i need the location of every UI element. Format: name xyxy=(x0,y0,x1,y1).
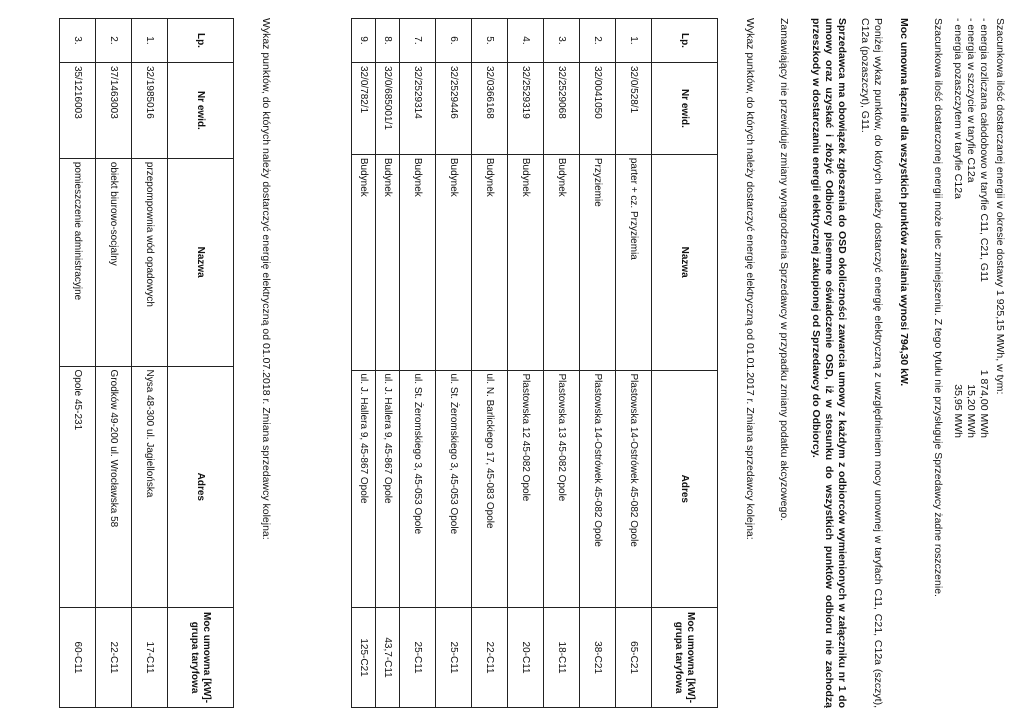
col-nazwa: Nazwa xyxy=(168,158,234,366)
col-lp: Lp. xyxy=(652,19,718,63)
col-nr: Nr ewid. xyxy=(652,62,718,154)
table-row: 1. 32/1985016 przepompownia wód opadowych Nysa 48-300 ul. Jagiellońska 17-C11 xyxy=(132,19,168,708)
col-moc: Moc umowna [kW]-grupa taryfowa xyxy=(652,608,718,708)
table-row: 3. 32/2529068 Budynek Plastowska 13 45-082 Opole 18-C11 xyxy=(544,19,580,708)
table-row: 8. 32/0/685001/1 Budynek ul. J. Hallera 9, 45-867 Opole 43,7-C11 xyxy=(376,19,400,708)
table-row: 4. 32/2529319 Budynek Plastowska 12 45-082 Opole 20-C11 xyxy=(508,19,544,708)
col-nr: Nr ewid. xyxy=(168,62,234,158)
energy-breakdown-list xyxy=(951,18,990,438)
col-nazwa: Nazwa xyxy=(652,154,718,370)
table-row: 2. 32/0041050 Przyziemie Plastowska 14-Ostrówek 45-082 Opole 38-C21 xyxy=(580,19,616,708)
seller-obligation-paragraph: Sprzedawca ma obowiązek zgłoszenia do OSD okoliczności zawarcia umowy z każdym z odbiorców wymienionych w załączniku nr 1 do umowy oraz uzyskać i złożyć Odbiorcy pisemne oświadczenie OSD, iż w stosunku do wszystkich punktów odbioru nie zachodzą przeszkody w dostarczaniu energii elektrycznej zakupionej od Sprzedawcy do Odbiorcy. xyxy=(809,18,848,708)
col-moc: Moc umowna [kW]-grupa taryfowa xyxy=(168,608,234,708)
col-adres: Adres xyxy=(168,366,234,608)
table-row: 7. 32/2529314 Budynek ul. St. Żeromskiego 3, 45-053 Opole 25-C11 xyxy=(400,19,436,708)
energy-item: - energia rozliczana całodobowo w taryfie C11, C21, G11 1 874,00 MWh xyxy=(978,18,990,438)
table-row: 5. 32/0366168 Budynek ul. N. Barlickiego 17, 45-083 Opole 22-C11 xyxy=(472,19,508,708)
table-row: 1. 32/0/528/1 parter + cz. Przyziemia Plastowska 14-Ostrówek 45-082 Opole 65-C21 xyxy=(616,19,652,708)
energy-item: - energia pozaszczytem w taryfie C12a 35,95 MWh xyxy=(951,18,964,438)
points-list-intro: Poniżej wykaz punktów, do których należy dostarczyć energię elektryczną z uwzględnieniem mocy umownej w taryfach C11, C21, C12a (szczyt), C12a (pozaszczyt), G11. xyxy=(858,18,884,708)
list1-title: Wykaz punktów, do których należy dostarczyć energię elektryczną od 01.01.2017 r. Zmiana sprzedawcy kolejna: xyxy=(744,18,756,540)
table-row: 2. 37/1463003 obiekt biurowo-socjalny Grodków 49-200 ul. Wrocławska 58 22-C11 xyxy=(96,19,132,708)
table-row: 3. 35/1216003 pomieszczenie administracyjne Opole 45-231 60-C11 xyxy=(60,19,96,708)
col-lp: Lp. xyxy=(168,19,234,63)
contracted-power-statement: Moc umowna łącznie dla wszystkich punktów zasilania wynosi 794,30 kW. xyxy=(898,18,910,387)
table-row: 9. 32/0/782/1 Budynek ul. J. Hallera 9, 45-867 Opole 125-C21 xyxy=(352,19,376,708)
table-header-row xyxy=(652,19,718,708)
energy-item: - energia w szczycie w taryfie C12a 15,20 MWh xyxy=(964,18,977,438)
points-table-2018 xyxy=(59,18,234,708)
energy-total-heading: Szacunkowa ilość dostarczanej energii w okresie dostawy 1 925,15 MWh, w tym: xyxy=(994,18,1006,395)
list2-title: Wykaz punktów, do których należy dostarczyć energię elektryczną od 01.07.2018 r. Zmiana sprzedawcy kolejna: xyxy=(260,18,272,540)
reduction-note: Szacunkowa ilość dostarczonej energii może ulec zmniejszeniu. Z tego tytułu nie przysługuje Sprzedawcy żadne roszczenie. xyxy=(932,18,944,597)
table-header-row xyxy=(168,19,234,708)
excise-note: Zamawiający nie przewiduje zmiany wynagrodzenia Sprzedawcy w przypadku zmiany podatku akcyzowego. xyxy=(778,18,790,522)
table-row: 6. 32/2529446 Budynek ul. St. Żeromskiego 3, 45-053 Opole 25-C11 xyxy=(436,19,472,708)
points-table-2017 xyxy=(351,18,718,708)
col-adres: Adres xyxy=(652,370,718,608)
